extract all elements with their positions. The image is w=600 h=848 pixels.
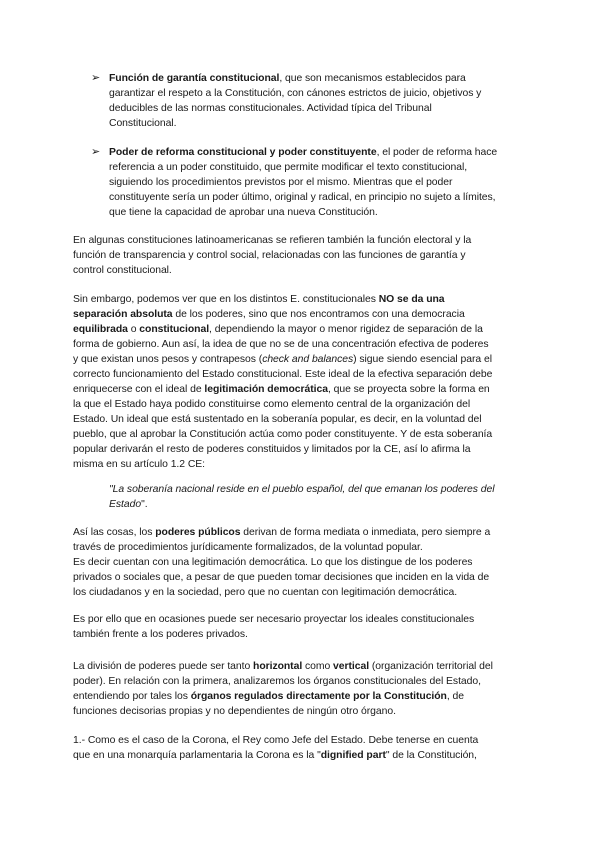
- paragraph-line: [73, 412, 482, 427]
- bold-text: Poder de reforma constitucional y poder constituyente: [109, 147, 377, 158]
- bullet-line: [109, 116, 176, 131]
- text-run: referencia a un poder constituido, que permite modificar el texto constitucional,: [109, 162, 468, 173]
- text-run: siguiendo los procedimientos previstos por el mismo. Mientras que el poder: [109, 177, 453, 188]
- bold-text: legitimación democrática: [204, 384, 328, 395]
- text-run: o: [127, 324, 140, 335]
- text-run: Es decir cuentan con una legitimación democrática. Lo que los distingue de los poderes: [73, 557, 473, 568]
- bold-text: equilibrada: [73, 324, 128, 335]
- paragraph-line: [73, 248, 465, 263]
- text-run: Constitucional.: [109, 118, 177, 129]
- text-run: pueblo, que al aprobar la Constitución actúa como poder constituyente. Y de esta soberanía: [73, 429, 493, 440]
- text-run: Estado. Un ideal que está sustentado en la soberanía popular, es decir, en la voluntad del: [73, 414, 482, 425]
- text-run: forma de gobierno. Aun así, la idea de que no se de una concentración efectiva de poderes: [73, 339, 489, 350]
- text-run: " de la Constitución,: [385, 750, 477, 761]
- paragraph-line: [73, 585, 457, 600]
- bold-text: NO se da una: [378, 294, 445, 305]
- text-run: , que se proyecta sobre la forma en: [327, 384, 490, 395]
- text-run: que tiene la capacidad de aprobar una nueva Constitución.: [109, 207, 378, 218]
- paragraph-line: [73, 427, 492, 442]
- bold-text: órganos regulados directamente por la Constitución: [190, 691, 447, 702]
- text-run: y que existan unos pesos y contrapesos (: [73, 354, 263, 365]
- italic-text: "La soberanía nacional reside en el pueblo español, del que emanan los poderes del: [109, 484, 495, 495]
- text-run: poder). En relación con la primera, analizaremos los órganos constitucionales del Estado,: [73, 676, 481, 687]
- paragraph-line: [73, 382, 490, 397]
- paragraph-line: [73, 627, 248, 642]
- bold-text: dignified part: [320, 750, 386, 761]
- bullet-line: [109, 175, 452, 190]
- text-run: que en una monarquía parlamentaria la Corona es la ": [73, 750, 321, 761]
- text-run: , dependiendo la mayor o menor rigidez de separación de la: [209, 324, 483, 335]
- text-run: 1.- Como es el caso de la Corona, el Rey como Jefe del Estado. Debe tenerse en cuenta: [73, 735, 479, 746]
- paragraph-line: [73, 612, 474, 627]
- text-run: , de: [446, 691, 464, 702]
- text-run: entendiendo por tales los: [73, 691, 191, 702]
- bullet-line: [109, 101, 432, 116]
- text-run: correcto funcionamiento del Estado constitucional. Este ideal de la efectiva separación debe: [73, 369, 493, 380]
- paragraph-line: [73, 674, 481, 689]
- bullet-line: [109, 71, 466, 86]
- text-run: los ciudadanos y en la sociedad, pero que no cuentan con legitimación democrática.: [73, 587, 458, 598]
- paragraph-line: [73, 733, 478, 748]
- bold-text: horizontal: [253, 661, 303, 672]
- paragraph-line: [73, 307, 465, 322]
- text-run: como: [302, 661, 334, 672]
- bold-text: vertical: [333, 661, 370, 672]
- paragraph-line: [73, 540, 423, 555]
- italic-text: Estado: [109, 499, 142, 510]
- text-run: La división de poderes puede ser tanto: [73, 661, 254, 672]
- paragraph-line: [73, 457, 205, 472]
- text-run: constituyente sería un poder último, original y radical, en principio no sujeto a límites,: [109, 192, 496, 203]
- paragraph-line: [73, 659, 493, 674]
- text-run: función de transparencia y control social, relacionadas con las funciones de garantía y: [73, 250, 466, 261]
- text-run: (organización territorial del: [369, 661, 493, 672]
- bullet-line: [109, 190, 496, 205]
- text-run: popular derivarán el resto de poderes constituidos y limitados por la CE, así lo afirma la: [73, 444, 471, 455]
- text-run: través de procedimientos jurídicamente formalizados, de la voluntad popular.: [73, 542, 423, 553]
- text-run: Así las cosas, los: [73, 527, 156, 538]
- text-run: también frente a los poderes privados.: [73, 629, 248, 640]
- paragraph-line: [73, 442, 470, 457]
- bullet-line: [109, 160, 467, 175]
- text-run: la que el Estado haya podido constituirse como elemento central de la organización del: [73, 399, 471, 410]
- paragraph-line: [73, 292, 445, 307]
- bold-text: poderes públicos: [155, 527, 241, 538]
- text-run: misma en su artículo 1.2 CE:: [73, 459, 205, 470]
- italic-text: check and balances: [262, 354, 354, 365]
- text-run: garantizar el respeto a la Constitución, con cánones estrictos de juicio, objetivos y: [109, 88, 482, 99]
- bold-text: constitucional: [139, 324, 210, 335]
- text-run: derivan de forma mediata o inmediata, pero siempre a: [240, 527, 491, 538]
- paragraph-line: [73, 367, 492, 382]
- bullet-line: [109, 205, 378, 220]
- paragraph-line: [73, 748, 477, 763]
- bullet-arrow-icon: ➢: [91, 146, 101, 158]
- paragraph-line: [73, 322, 483, 337]
- paragraph-line: [73, 397, 470, 412]
- paragraph-line: [73, 233, 471, 248]
- bullet-arrow-icon: ➢: [91, 72, 101, 84]
- paragraph-line: [73, 352, 492, 367]
- text-run: funciones decisorias propias y no dependientes de ningún otro órgano.: [73, 706, 396, 717]
- quote-line: [109, 482, 494, 497]
- paragraph-line: [73, 337, 489, 352]
- paragraph-line: [73, 525, 490, 540]
- bullet-line: [109, 86, 481, 101]
- text-run: ".: [141, 499, 148, 510]
- text-run: de los poderes, sino que nos encontramos con una democracia: [172, 309, 465, 320]
- paragraph-line: [73, 555, 472, 570]
- bold-text: separación absoluta: [73, 309, 173, 320]
- text-run: , que son mecanismos establecidos para: [279, 73, 466, 84]
- paragraph-line: [73, 704, 396, 719]
- bold-text: Función de garantía constitucional: [109, 73, 280, 84]
- quote-line: [109, 497, 148, 512]
- paragraph-line: [73, 689, 464, 704]
- text-run: , el poder de reforma hace: [376, 147, 498, 158]
- text-run: enriquecerse con el ideal de: [73, 384, 205, 395]
- text-run: control constitucional.: [73, 265, 172, 276]
- text-run: privados o sociales que, a pesar de que pueden tomar decisiones que inciden en la vida de: [73, 572, 490, 583]
- text-run: Sin embargo, podemos ver que en los distintos E. constitucionales: [73, 294, 379, 305]
- text-run: Es por ello que en ocasiones puede ser necesario proyectar los ideales constitucionales: [73, 614, 475, 625]
- text-run: deducibles de las normas constitucionales. Actividad típica del Tribunal: [109, 103, 432, 114]
- paragraph-line: [73, 570, 489, 585]
- bullet-line: [109, 145, 497, 160]
- text-run: En algunas constituciones latinoamericanas se refieren también la función electoral y la: [73, 235, 472, 246]
- text-run: ) sigue siendo esencial para el: [353, 354, 492, 365]
- paragraph-line: [73, 263, 172, 278]
